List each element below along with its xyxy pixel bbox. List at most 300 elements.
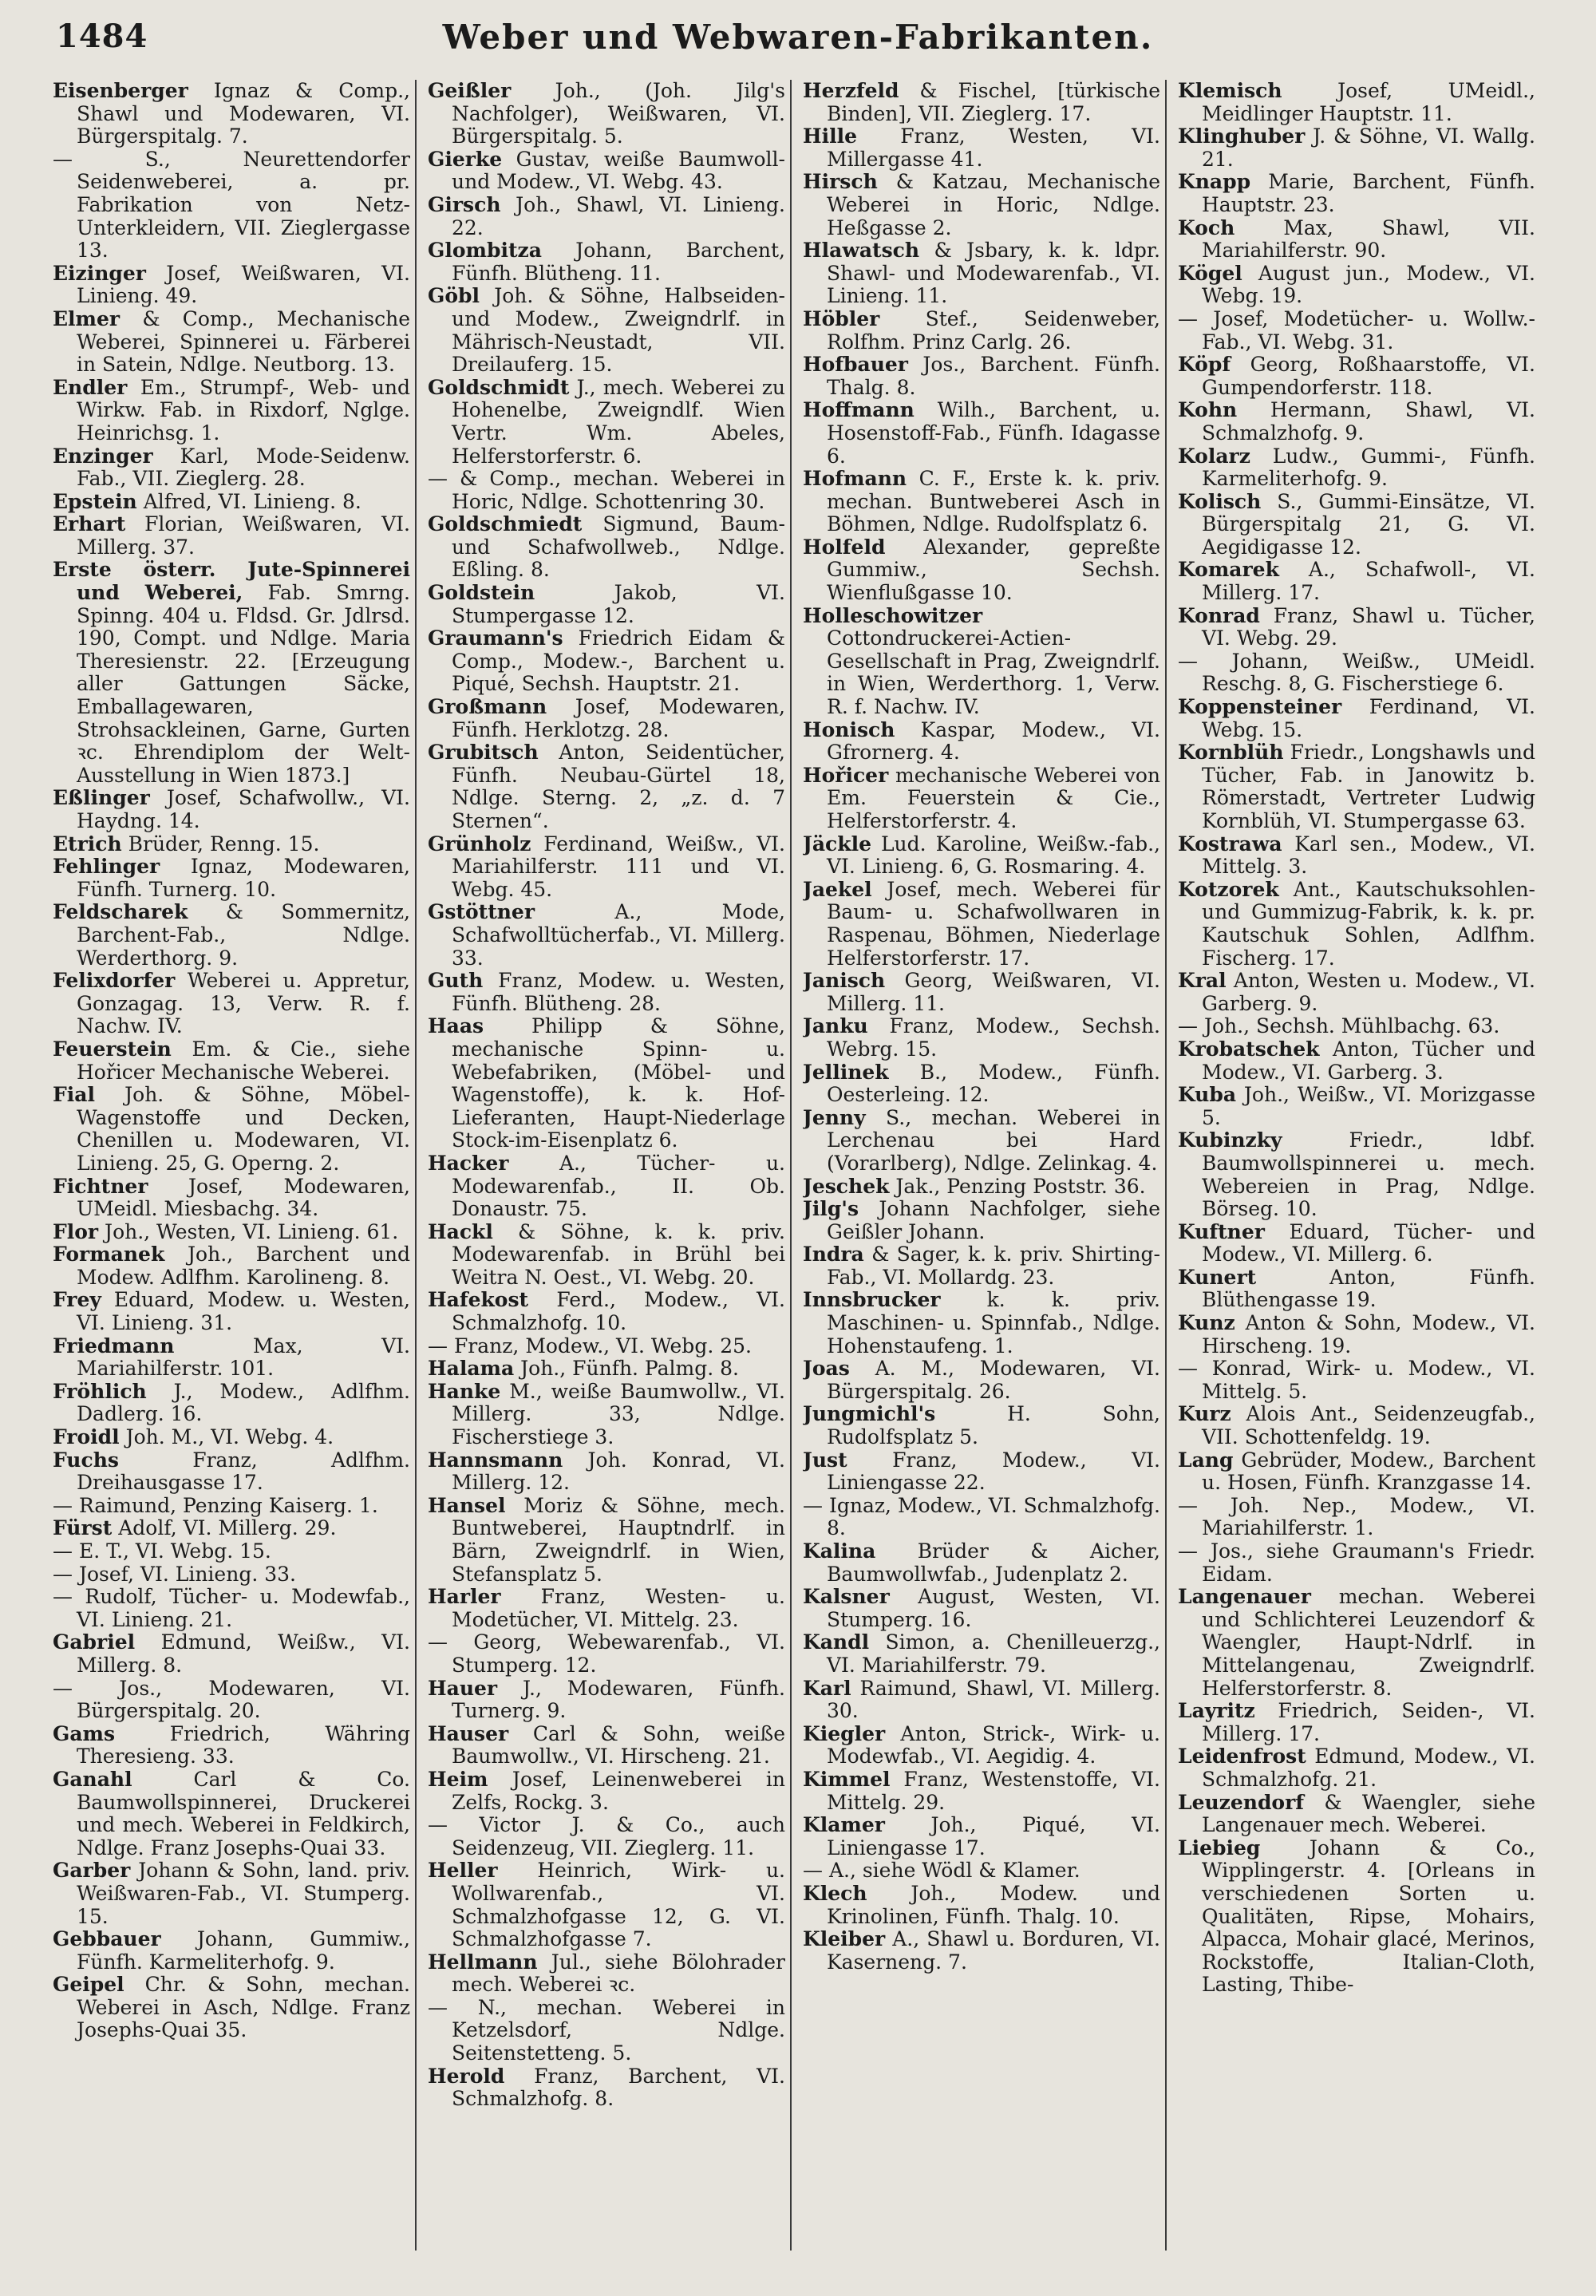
company-name: Endler — [53, 375, 128, 399]
company-name: Grünholz — [428, 832, 531, 856]
company-name: Fial — [53, 1083, 95, 1107]
directory-entry — [1178, 1745, 1535, 1791]
directory-entry — [803, 719, 1160, 765]
entry-details: Georg, Weißwaren, VI. Millerg. 11. — [827, 969, 1160, 1015]
entry-details: k. k. priv. Maschinen- u. Spinnfab., Ndlge. Hohenstaufeng. 1. — [827, 1288, 1160, 1357]
page-title: Weber und Webwaren-Fabrikanten. — [442, 18, 1154, 57]
directory-entry — [428, 468, 785, 513]
directory-entry — [1178, 1700, 1535, 1745]
company-name: Graumann's — [428, 626, 563, 650]
directory-entry — [1178, 308, 1535, 354]
directory-entry — [803, 1814, 1160, 1859]
company-name: Kiegler — [803, 1721, 886, 1745]
directory-entry — [53, 970, 410, 1038]
entry-details: Ant., Kautschuksohlen- und Gummizug-Fabrik, k. k. pr. Kautschuk Sohlen, Adlfhm. Fischerg. 17. — [1202, 877, 1535, 970]
directory-entry — [1178, 354, 1535, 399]
directory-entry — [803, 1107, 1160, 1176]
company-name: Enzinger — [53, 444, 153, 468]
entry-details: Alfred, VI. Linieng. 8. — [143, 489, 361, 513]
company-name: Hanke — [428, 1379, 501, 1403]
entry-details: — A., siehe Wödl & Klamer. — [803, 1859, 1080, 1883]
company-name: Fichtner — [53, 1174, 148, 1198]
directory-entry — [53, 1495, 410, 1518]
entry-details: Stef., Seidenweber, Rolfhm. Prinz Carlg. 26. — [827, 306, 1160, 354]
entry-details: Johann Nachfolger, siehe Geißler Johann. — [827, 1197, 1160, 1243]
company-name: Leuzendorf — [1178, 1790, 1305, 1814]
directory-entry — [53, 1426, 410, 1449]
entry-details: — Jos., Modewaren, VI. Bürgerspitalg. 20. — [53, 1676, 410, 1723]
company-name: Hellmann — [428, 1950, 538, 1974]
entry-details: mechanische Weberei von Em. Feuerstein & Cie., Helferstorferstr. 4. — [827, 763, 1160, 832]
entry-details: A. M., Modewaren, VI. Bürgerspitalg. 26. — [827, 1357, 1160, 1403]
directory-entry — [1178, 833, 1535, 879]
directory-entry — [803, 1631, 1160, 1677]
company-name: Innsbrucker — [803, 1288, 941, 1312]
directory-entry — [428, 582, 785, 627]
directory-entry — [53, 1243, 410, 1289]
entry-details: — Victor J. & Co., auch Seidenzeug, VII. Zieglerg. 11. — [428, 1813, 785, 1859]
directory-entry — [53, 901, 410, 970]
company-name: Kurz — [1178, 1402, 1231, 1426]
directory-entry — [53, 559, 410, 787]
entry-details: — & Comp., mechan. Weberei in Horic, Ndlge. Schottenring 30. — [428, 467, 785, 513]
company-name: Grubitsch — [428, 741, 539, 765]
company-name: Honisch — [803, 717, 895, 741]
company-name: Joas — [803, 1357, 850, 1381]
entry-details: Carl & Sohn, weiße Baumwollw., VI. Hirscheng. 21. — [452, 1721, 785, 1768]
company-name: Kunz — [1178, 1311, 1235, 1335]
directory-entry — [428, 1152, 785, 1221]
page-header — [0, 18, 1596, 65]
company-name: Epstein — [53, 489, 137, 513]
company-name: Harler — [428, 1585, 501, 1609]
entry-details: Jakob, VI. Stumpergasse 12. — [452, 581, 785, 627]
company-name: Froidl — [53, 1425, 120, 1449]
directory-entry — [53, 1631, 410, 1677]
entry-details: Anton, Fünfh. Blüthengasse 19. — [1202, 1265, 1535, 1312]
entry-details: Franz, Shawl u. Tücher, VI. Webg. 29. — [1202, 603, 1535, 650]
directory-entry — [428, 1495, 785, 1586]
entry-details: Weberei u. Appretur, Gonzagag. 13, Verw. R. f. Nachw. IV. — [77, 969, 410, 1038]
entry-details: Alexander, gepreßte Gummiw., Sechsh. Wienflußgasse 10. — [827, 535, 1160, 605]
company-name: Gierke — [428, 147, 503, 171]
company-name: Kohn — [1178, 398, 1238, 422]
directory-entry — [428, 239, 785, 285]
directory-entry — [428, 1289, 785, 1334]
directory-entry — [803, 125, 1160, 171]
company-name: Indra — [803, 1243, 864, 1267]
entry-details: — Joh., Sechsh. Mühlbachg. 63. — [1178, 1014, 1500, 1038]
entry-details: August, Westen, VI. Stumperg. 16. — [827, 1585, 1160, 1631]
company-name: Kral — [1178, 969, 1227, 993]
company-name: Karl — [803, 1676, 851, 1700]
directory-entry — [53, 513, 410, 559]
entry-details: Friedrich Eidam & Comp., Modew.-, Barchent u. Piqué, Sechsh. Hauptstr. 21. — [452, 626, 785, 696]
directory-entry — [1178, 399, 1535, 445]
directory-columns — [53, 80, 1537, 2266]
entry-details: J. & Söhne, VI. Wallg. 21. — [1202, 124, 1535, 171]
entry-details: Johann & Co., Wipplingerstr. 4. [Orleans in verschiedenen Sorten u. Qualitäten, Ripse, Mohairs, Alpacca, Mohair glacé, Merinos, Rockstoffe, Italian-Cloth, Lasting, Thibe- — [1202, 1836, 1535, 1997]
entry-details: A., Mode, Schafwolltücherfab., VI. Millerg. 33. — [452, 900, 785, 970]
directory-entry — [803, 765, 1160, 833]
company-name: Fehlinger — [53, 855, 160, 879]
directory-entry — [428, 1859, 785, 1950]
company-name: Hansel — [428, 1493, 506, 1517]
directory-entry — [803, 1061, 1160, 1107]
company-name: Kuba — [1178, 1083, 1237, 1107]
company-name: Klech — [803, 1881, 867, 1905]
entry-details: Max, VI. Mariahilferstr. 101. — [77, 1334, 410, 1381]
entry-details: Franz, Modew., VI. Liniengasse 22. — [827, 1448, 1160, 1495]
company-name: Kunert — [1178, 1265, 1257, 1289]
entry-details: Josef, mech. Weberei für Baum- u. Schafwollwaren in Raspenau, Böhmen, Niederlage Helferstorferstr. 17. — [827, 877, 1160, 970]
directory-entry — [1178, 696, 1535, 741]
directory-entry — [53, 1586, 410, 1631]
directory-entry — [1178, 125, 1535, 171]
directory-entry — [428, 1768, 785, 1814]
entry-details: Josef, Leinenweberei in Zelfs, Rockg. 3. — [452, 1767, 785, 1814]
entry-details: — S., Neurettendorfer Seidenweberei, a. pr. Fabrikation von Netz-Unterkleidern, VII. Zieglergasse 13. — [53, 147, 410, 263]
entry-details: — Johann, Weißw., UMeidl. Reschg. 8, G. Fischerstiege 6. — [1178, 649, 1535, 696]
entry-details: & Waengler, siehe Langenauer mech. Weberei. — [1202, 1790, 1535, 1837]
company-name: Goldstein — [428, 581, 535, 605]
directory-entry — [1178, 605, 1535, 650]
company-name: Feuerstein — [53, 1037, 172, 1061]
entry-details: Joh., Weißw., VI. Morizgasse 5. — [1202, 1083, 1535, 1129]
directory-entry — [428, 1997, 785, 2065]
company-name: Hofmann — [803, 467, 907, 491]
company-name: Holleschowitzer — [803, 603, 983, 627]
entry-details: — Jos., siehe Graumann's Friedr. Eidam. — [1178, 1539, 1535, 1586]
company-name: Göbl — [428, 284, 480, 308]
entry-details: Johann, Gummiw., Fünfh. Karmeliterhofg. 9. — [77, 1927, 410, 1974]
directory-entry — [53, 1289, 410, 1334]
directory-entry — [428, 194, 785, 239]
entry-details: Lud. Karoline, Weißw.-fab., VI. Linieng. 6, G. Rosmaring. 4. — [827, 832, 1160, 879]
company-name: Jellinek — [803, 1060, 889, 1084]
entry-details: August jun., Modew., VI. Webg. 19. — [1202, 261, 1535, 308]
entry-details: Simon, a. Chenilleuerzg., VI. Mariahilferstr. 79. — [827, 1630, 1160, 1677]
directory-entry — [428, 285, 785, 376]
company-name: Erste österr. Jute-Spinnerei und Weberei, — [53, 558, 410, 605]
directory-entry — [428, 1951, 785, 1997]
directory-entry — [803, 1289, 1160, 1357]
company-name: Hille — [803, 124, 858, 148]
company-name: Jäckle — [803, 832, 871, 856]
entry-details: Anton, Tücher und Modew., VI. Garberg. 3. — [1202, 1037, 1535, 1084]
entry-details: Joh., Fünfh. Palmg. 8. — [520, 1357, 739, 1381]
entry-details: Ferdinand, VI. Webg. 15. — [1202, 695, 1535, 741]
directory-entry — [1178, 1129, 1535, 1220]
company-name: Heller — [428, 1859, 498, 1883]
entry-details: Jak., Penzing Poststr. 36. — [895, 1174, 1146, 1198]
directory-entry — [428, 1723, 785, 1768]
entry-details: Friedr., ldbf. Baumwollspinnerei u. mech. Webereien in Prag, Ndlge. Börseg. 10. — [1202, 1128, 1535, 1221]
company-name: Lang — [1178, 1448, 1234, 1472]
entry-details: & Sommernitz, Barchent-Fab., Ndlge. Werderthorg. 9. — [77, 900, 410, 970]
entry-details: — E. T., VI. Webg. 15. — [53, 1539, 271, 1563]
entry-details: — N., mechan. Weberei in Ketzelsdorf, Ndlge. Seitenstetteng. 5. — [428, 1995, 785, 2065]
directory-entry — [428, 970, 785, 1015]
company-name: Jaekel — [803, 877, 872, 901]
entry-details: — Raimund, Penzing Kaiserg. 1. — [53, 1493, 378, 1517]
company-name: Girsch — [428, 192, 501, 216]
entry-details: Joh., Modew. und Krinolinen, Fünfh. Thalg. 10. — [827, 1881, 1160, 1928]
directory-entry — [1178, 1495, 1535, 1540]
directory-entry — [53, 491, 410, 514]
company-name: Kalsner — [803, 1585, 890, 1609]
directory-entry — [53, 1038, 410, 1084]
entry-details: — Konrad, Wirk- u. Modew., VI. Mittelg. 5. — [1178, 1357, 1535, 1403]
entry-details: Em., Strumpf-, Web- und Wirkw. Fab. in Rixdorf, Nglge. Heinrichsg. 1. — [77, 375, 410, 445]
entry-details: Joh., (Joh. Jilg's Nachfolger), Weißwaren, VI. Bürgerspitalg. 5. — [452, 80, 785, 148]
directory-entry — [803, 1540, 1160, 1586]
entry-details: Josef, Schafwollw., VI. Haydng. 14. — [77, 786, 410, 832]
directory-entry — [428, 1381, 785, 1449]
directory-entry — [1178, 1837, 1535, 1997]
company-name: Komarek — [1178, 558, 1279, 582]
directory-entry — [803, 605, 1160, 719]
company-name: Hackl — [428, 1219, 493, 1243]
company-name: Gams — [53, 1721, 116, 1745]
company-name: Hořicer — [803, 763, 889, 787]
directory-entry — [1178, 1038, 1535, 1084]
company-name: Kandl — [803, 1630, 870, 1654]
directory-entry — [803, 80, 1160, 125]
company-name: Kalina — [803, 1539, 876, 1563]
directory-entry — [803, 1403, 1160, 1448]
company-name: Knapp — [1178, 170, 1251, 194]
directory-entry — [1178, 445, 1535, 491]
directory-entry — [803, 1768, 1160, 1814]
company-name: Halama — [428, 1357, 515, 1381]
entry-details: Ludw., Gummi-, Fünfh. Karmeliterhofg. 9. — [1202, 444, 1535, 491]
entry-details: — Ignaz, Modew., VI. Schmalzhofg. 8. — [803, 1493, 1160, 1540]
directory-entry — [428, 901, 785, 970]
directory-entry — [428, 696, 785, 741]
directory-entry — [803, 1883, 1160, 1928]
company-name: Elmer — [53, 306, 120, 330]
company-name: Frey — [53, 1288, 101, 1312]
company-name: Hoffmann — [803, 398, 915, 422]
company-name: Eisenberger — [53, 80, 188, 102]
entry-details: Gebrüder, Modew., Barchent u. Hosen, Fünfh. Kranzgasse 14. — [1202, 1448, 1535, 1495]
entry-details: Joh., Barchent und Modew. Adlfhm. Karolineng. 8. — [77, 1243, 410, 1289]
directory-entry — [53, 1335, 410, 1381]
entry-details: Ferd., Modew., VI. Schmalzhofg. 10. — [452, 1288, 785, 1335]
directory-entry — [1178, 1586, 1535, 1700]
directory-entry — [53, 1084, 410, 1175]
directory-entry — [428, 1015, 785, 1152]
directory-entry — [428, 1357, 785, 1381]
directory-entry — [53, 377, 410, 445]
company-name: Garber — [53, 1859, 131, 1883]
company-name: Flor — [53, 1219, 99, 1243]
column-1 — [53, 80, 410, 2266]
entry-details: Cottondruckerei-Actien-Gesellschaft in Prag, Zweigndrlf. in Wien, Werderthorg. 1, Verw. R. f. Nachw. IV. — [827, 626, 1160, 719]
entry-details: Brüder & Aicher, Baumwollwfab., Judenplatz 2. — [827, 1539, 1160, 1586]
column-4 — [1178, 80, 1535, 2266]
directory-entry — [1178, 1540, 1535, 1586]
directory-entry — [53, 833, 410, 856]
directory-entry — [53, 1449, 410, 1495]
directory-entry — [53, 787, 410, 832]
company-name: Geipel — [53, 1973, 124, 1997]
entry-details: Chr. & Sohn, mechan. Weberei in Asch, Ndlge. Franz Josephs-Quai 35. — [77, 1973, 410, 2042]
company-name: Haas — [428, 1014, 484, 1038]
entry-details: Ignaz, Modewaren, Fünfh. Turnerg. 10. — [77, 855, 410, 901]
entry-details: Anton & Sohn, Modew., VI. Hirscheng. 19. — [1202, 1311, 1535, 1357]
directory-entry — [803, 468, 1160, 536]
page-number: 1484 — [56, 18, 148, 55]
company-name: Just — [803, 1448, 847, 1472]
company-name: Goldschmiedt — [428, 512, 583, 536]
entry-details: Franz, Modew. u. Westen, Fünfh. Blütheng. 28. — [452, 969, 785, 1015]
entry-details: Joh. & Söhne, Möbel-Wagenstoffe und Decken, Chenillen u. Modewaren, VI. Linieng. 25, G. Operng. 2. — [77, 1083, 410, 1175]
company-name: Jeschek — [803, 1174, 890, 1198]
entry-details: Marie, Barchent, Fünfh. Hauptstr. 23. — [1202, 170, 1535, 216]
directory-entry — [53, 1563, 410, 1587]
entry-details: C. F., Erste k. k. priv. mechan. Buntweberei Asch in Böhmen, Ndlge. Rudolfsplatz 6. — [827, 467, 1160, 536]
company-name: Herold — [428, 2064, 505, 2088]
entry-details: Josef, Weißwaren, VI. Linieng. 49. — [77, 261, 410, 308]
entry-details: & Katzau, Mechanische Weberei in Horic, Ndlge. Heßgasse 2. — [827, 170, 1160, 239]
entry-details: — Josef, VI. Linieng. 33. — [53, 1562, 296, 1586]
directory-entry — [1178, 650, 1535, 696]
directory-entry — [803, 1176, 1160, 1199]
company-name: Ganahl — [53, 1767, 132, 1791]
directory-entry — [803, 171, 1160, 239]
company-name: Herzfeld — [803, 80, 899, 102]
directory-entry — [803, 1449, 1160, 1495]
company-name: Layritz — [1178, 1699, 1255, 1723]
directory-entry — [1178, 263, 1535, 308]
entry-details: Ferdinand, Weißw., VI. Mariahilferstr. 111 und VI. Webg. 45. — [452, 832, 785, 901]
entry-details: H. Sohn, Rudolfsplatz 5. — [827, 1402, 1160, 1449]
company-name: Großmann — [428, 695, 547, 719]
directory-entry — [53, 1221, 410, 1244]
company-name: Erhart — [53, 512, 126, 536]
company-name: Kleiber — [803, 1927, 886, 1951]
entry-details: Alois Ant., Seidenzeugfab., VII. Schottenfeldg. 19. — [1202, 1402, 1535, 1449]
entry-details: B., Modew., Fünfh. Oesterleing. 12. — [827, 1060, 1160, 1107]
company-name: Feldscharek — [53, 900, 188, 924]
directory-entry — [1178, 1357, 1535, 1403]
company-name: Etrich — [53, 832, 122, 856]
entry-details: Adolf, VI. Millerg. 29. — [118, 1516, 337, 1540]
company-name: Hlawatsch — [803, 239, 920, 263]
entry-details: Joh. M., VI. Webg. 4. — [125, 1425, 334, 1449]
directory-entry — [803, 354, 1160, 399]
directory-entry — [428, 2065, 785, 2111]
directory-entry — [803, 1928, 1160, 1974]
entry-details: J., mech. Weberei zu Hohenelbe, Zweigndlf. Wien Vertr. Wm. Abeles, Helferstorferstr. 6. — [452, 375, 785, 468]
entry-details: Friedr., Longshawls und Tücher, Fab. in Janowitz b. Römerstadt, Vertreter Ludwig Kornblüh, VI. Stumpergasse 63. — [1202, 741, 1535, 832]
directory-entry — [53, 1974, 410, 2042]
entry-details: Raimund, Shawl, VI. Millerg. 30. — [827, 1676, 1160, 1723]
entry-details: — Georg, Webewarenfab., VI. Stumperg. 12. — [428, 1630, 785, 1677]
company-name: Kuftner — [1178, 1219, 1265, 1243]
company-name: Köpf — [1178, 353, 1231, 377]
directory-entry — [428, 1449, 785, 1495]
entry-details: & Comp., Mechanische Weberei, Spinnerei u. Färberei in Satein, Ndlge. Neutborg. 13. — [77, 306, 410, 377]
directory-entry — [803, 833, 1160, 879]
directory-entry — [803, 1586, 1160, 1631]
directory-entry — [53, 80, 410, 148]
company-name: Kögel — [1178, 261, 1242, 285]
directory-entry — [803, 399, 1160, 468]
company-name: Heim — [428, 1767, 488, 1791]
directory-entry — [428, 1678, 785, 1723]
column-2 — [428, 80, 785, 2266]
entry-details: Georg, Roßhaarstoffe, VI. Gumpendorferstr. 118. — [1202, 353, 1535, 399]
entry-details: Eduard, Tücher- und Modew., VI. Millerg. 6. — [1202, 1219, 1535, 1267]
entry-details: Carl & Co. Baumwollspinnerei, Druckerei und mech. Weberei in Feldkirch, Ndlge. Franz Josephs-Quai 33. — [77, 1767, 410, 1859]
entry-details: Franz, Westenstoffe, VI. Mittelg. 29. — [827, 1767, 1160, 1814]
company-name: Jilg's — [803, 1197, 859, 1221]
directory-entry — [53, 1859, 410, 1928]
entry-details: Ignaz & Comp., Shawl und Modewaren, VI. Bürgerspitalg. 7. — [77, 80, 410, 148]
entry-details: Heinrich, Wirk- u. Wollwarenfab., VI. Schmalzhofgasse 12, G. VI. Schmalzhofgasse 7. — [452, 1859, 785, 1951]
entry-details: & Fischel, [türkische Binden], VII. Zieglerg. 17. — [827, 80, 1160, 125]
entry-details: Max, Shawl, VII. Mariahilferstr. 90. — [1202, 215, 1535, 263]
entry-details: Karl sen., Modew., VI. Mittelg. 3. — [1202, 832, 1535, 879]
company-name: Janku — [803, 1014, 868, 1038]
directory-entry — [803, 1015, 1160, 1061]
entry-details: & Söhne, k. k. priv. Modewarenfab. in Brühl bei Weitra N. Oest., VI. Webg. 20. — [452, 1219, 785, 1289]
directory-entry — [428, 1221, 785, 1290]
directory-entry — [428, 741, 785, 832]
directory-entry — [803, 970, 1160, 1015]
directory-entry — [53, 1176, 410, 1221]
entry-details: Friedrich, Währing Theresieng. 33. — [77, 1721, 410, 1768]
entry-details: Anton, Strick-, Wirk- u. Modewfab., VI. Aegidig. 4. — [827, 1721, 1160, 1768]
directory-entry — [428, 1335, 785, 1358]
directory-entry — [1178, 1403, 1535, 1448]
company-name: Geißler — [428, 80, 512, 102]
company-name: Hauer — [428, 1676, 498, 1700]
entry-details: Franz, Westen- u. Modetücher, VI. Mittelg. 23. — [452, 1585, 785, 1631]
company-name: Jungmichl's — [803, 1402, 936, 1426]
company-name: Holfeld — [803, 535, 886, 559]
directory-entry — [53, 1517, 410, 1540]
entry-details: Kaspar, Modew., VI. Gfrornerg. 4. — [827, 717, 1160, 765]
entry-details: & Sager, k. k. priv. Shirting-Fab., VI. Mollardg. 23. — [827, 1243, 1160, 1289]
directory-entry — [428, 833, 785, 902]
entry-details: Edmund, Modew., VI. Schmalzhofg. 21. — [1202, 1745, 1535, 1791]
directory-entry — [53, 1540, 410, 1563]
entry-details: J., Modewaren, Fünfh. Turnerg. 9. — [452, 1676, 785, 1723]
entry-details: Anton, Westen u. Modew., VI. Garberg. 9. — [1202, 969, 1535, 1015]
entry-details: Edmund, Weißw., VI. Millerg. 8. — [77, 1630, 410, 1677]
entry-details: Franz, Modew., Sechsh. Webrg. 15. — [827, 1014, 1160, 1061]
company-name: Krobatschek — [1178, 1037, 1320, 1061]
company-name: Höbler — [803, 306, 880, 330]
company-name: Kolisch — [1178, 489, 1262, 513]
directory-entry — [1178, 1792, 1535, 1837]
company-name: Friedmann — [53, 1334, 175, 1357]
directory-entry — [803, 1357, 1160, 1403]
entry-details: Karl, Mode-Seidenw. Fab., VII. Zieglerg. 28. — [77, 444, 410, 491]
entry-details: Franz, Adlfhm. Dreihausgasse 17. — [77, 1448, 410, 1495]
directory-entry — [1178, 1267, 1535, 1312]
entry-details: A., Tücher- u. Modewarenfab., II. Ob. Donaustr. 75. — [452, 1151, 785, 1221]
company-name: Langenauer — [1178, 1585, 1311, 1609]
company-name: Goldschmidt — [428, 375, 570, 399]
company-name: Jenny — [803, 1105, 866, 1129]
entry-details: mechan. Weberei und Schlichterei Leuzendorf & Waengler, Haupt-Ndrlf. in Mittelangenau, Zweigndrlf. Helferstorferstr. 8. — [1202, 1585, 1535, 1700]
company-name: Glombitza — [428, 239, 542, 263]
